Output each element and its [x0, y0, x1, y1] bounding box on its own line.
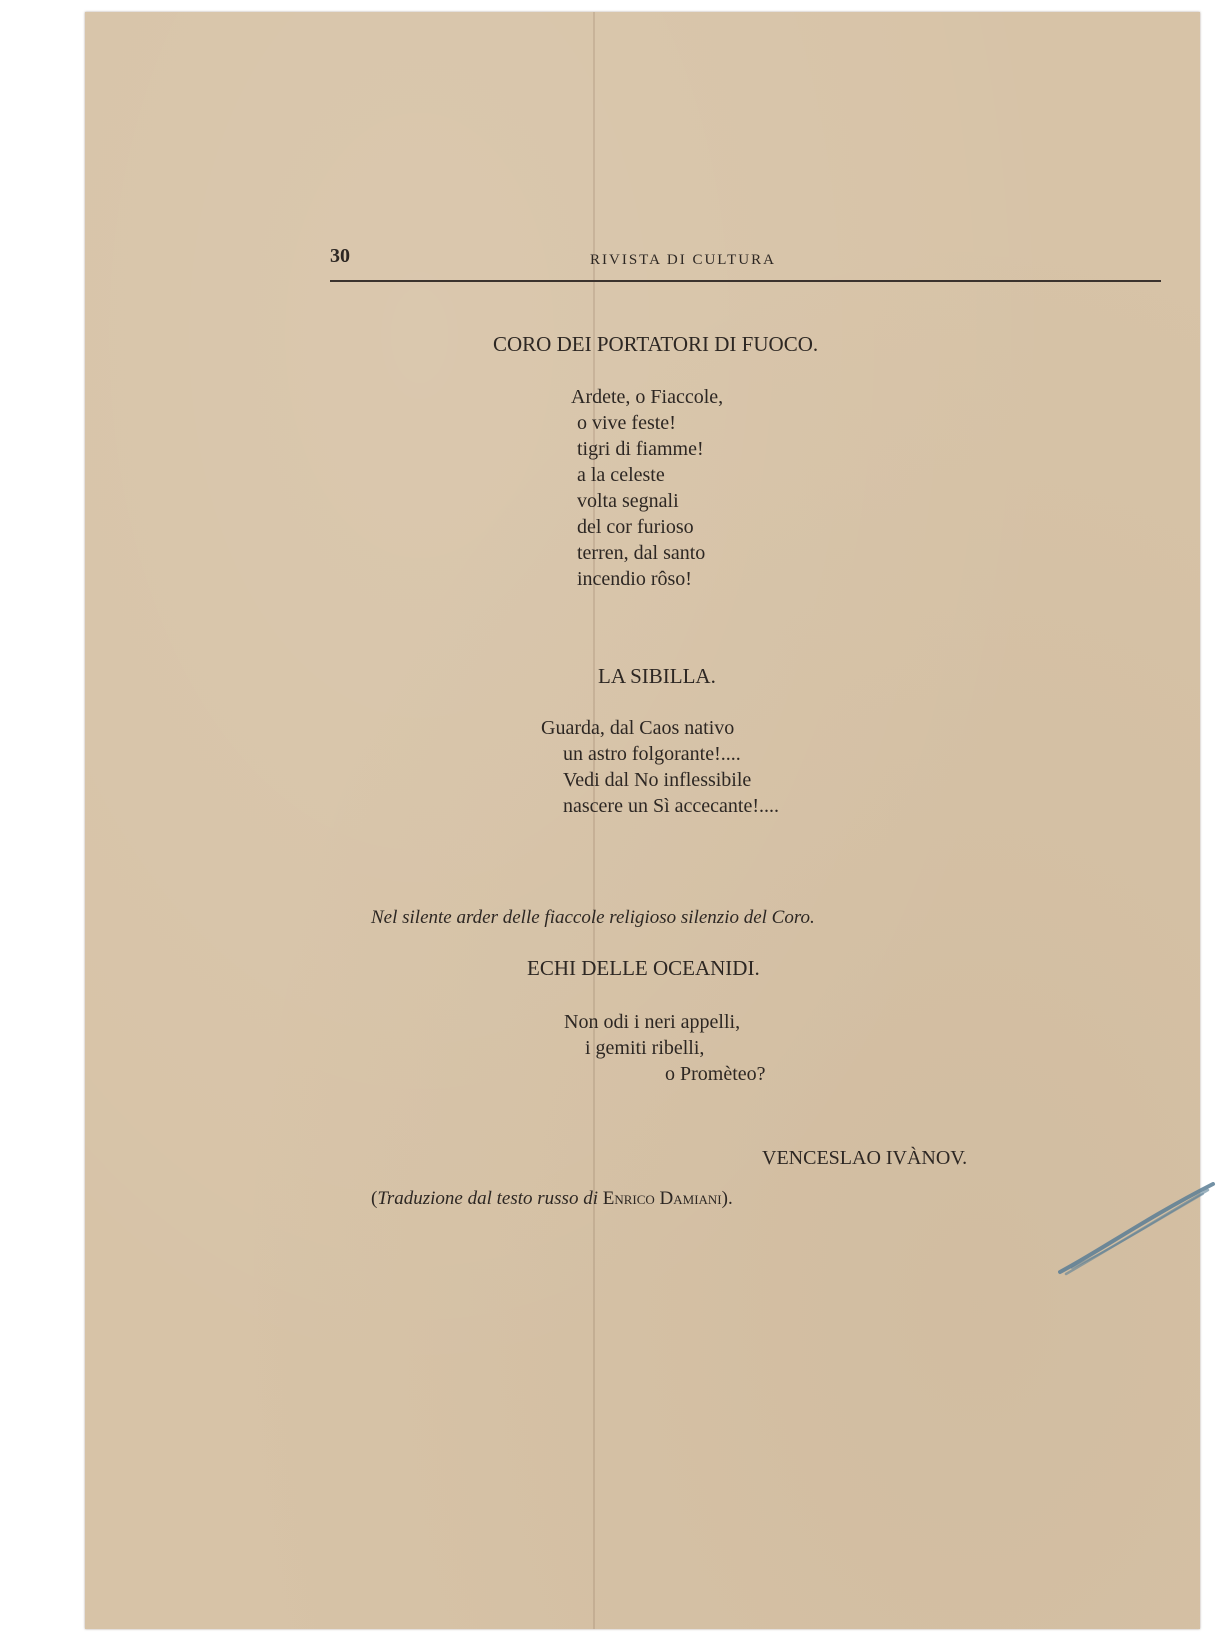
translator-name: Enrico Damiani	[602, 1188, 722, 1209]
verse-line: Ardete, o Fiaccole,	[571, 386, 724, 408]
verse-line: o Promèteo?	[665, 1063, 766, 1085]
translation-note: Traduzione dal testo russo di	[377, 1188, 598, 1209]
page-number: 30	[330, 245, 350, 267]
header-rule	[330, 280, 1161, 282]
verse-sibilla	[541, 715, 779, 819]
author-signature: VENCESLAO IVÀNOV.	[762, 1147, 968, 1169]
verse-line: o vive feste!	[577, 412, 676, 434]
running-title: RIVISTA DI CULTURA	[590, 252, 776, 268]
translation-close: ).	[721, 1188, 733, 1209]
verse-line: nascere un Sì accecante!....	[563, 795, 779, 817]
verse-line: un astro folgorante!....	[563, 743, 741, 765]
section-heading-echi: ECHI DELLE OCEANIDI.	[527, 956, 760, 980]
verse-line: Non odi i neri appelli,	[564, 1011, 741, 1033]
translation-open: (	[371, 1188, 378, 1209]
verse-line: i gemiti ribelli,	[585, 1037, 705, 1059]
verse-echi	[564, 1009, 766, 1087]
verse-line: del cor furioso	[577, 516, 694, 538]
pencil-mark	[1058, 1182, 1218, 1282]
translation-credit	[371, 1188, 733, 1210]
verse-line: a la celeste	[577, 464, 665, 486]
verse-line: incendio rôso!	[577, 568, 692, 590]
section-heading-sibilla: LA SIBILLA.	[598, 664, 716, 688]
document-page	[85, 12, 1200, 1629]
stage-direction: Nel silente arder delle fiaccole religioso silenzio del Coro.	[371, 907, 815, 928]
verse-line: volta segnali	[577, 490, 679, 512]
section-heading-coro: CORO DEI PORTATORI DI FUOCO.	[493, 332, 819, 356]
verse-line: Guarda, dal Caos nativo	[541, 717, 735, 739]
verse-coro	[571, 384, 723, 592]
verse-line: tigri di fiamme!	[577, 438, 704, 460]
verse-line: terren, dal santo	[577, 542, 706, 564]
verse-line: Vedi dal No inflessibile	[563, 769, 752, 791]
